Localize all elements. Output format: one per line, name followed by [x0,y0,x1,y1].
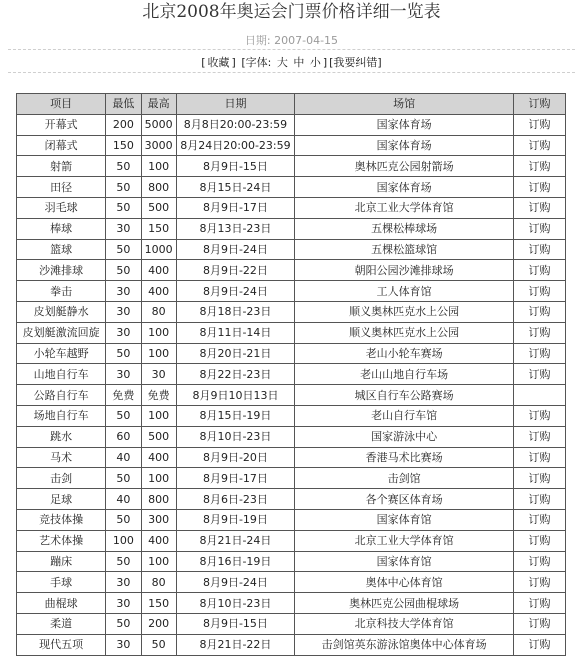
event-name: 开幕式 [17,114,106,135]
min-price: 30 [106,634,141,655]
page-title: 北京2008年奥运会门票价格详细一览表 [142,2,441,22]
event-date: 8月11日-14日 [176,322,294,343]
order-link[interactable]: 订购 [514,197,566,218]
table-row [17,551,566,572]
event-date: 8月16日-19日 [176,551,294,572]
min-price: 30 [106,281,141,302]
venue: 工人体育馆 [295,281,514,302]
table-row [17,218,566,239]
min-price: 50 [106,197,141,218]
table-row [17,114,566,135]
max-price: 80 [141,572,176,593]
order-link[interactable]: 订购 [514,281,566,302]
order-link[interactable]: 订购 [514,593,566,614]
min-price: 50 [106,551,141,572]
table-row [17,426,566,447]
column-header-venue: 场馆 [295,94,514,115]
venue: 国家游泳中心 [295,426,514,447]
report-error-link[interactable]: [我要纠错] [329,56,382,69]
venue: 国家体育馆 [295,509,514,530]
table-header-row [17,94,566,115]
event-date: 8月10日-23日 [176,593,294,614]
event-date: 8月6日-23日 [176,489,294,510]
min-price: 50 [106,156,141,177]
min-price: 30 [106,593,141,614]
order-link[interactable]: 订购 [514,301,566,322]
event-date: 8月15日-24日 [176,177,294,198]
event-date: 8月9日-19日 [176,509,294,530]
event-name: 棒球 [17,218,106,239]
order-link[interactable]: 订购 [514,447,566,468]
event-date: 8月9日-24日 [176,281,294,302]
venue: 北京工业大学体育馆 [295,197,514,218]
table-row [17,634,566,655]
font-large-link[interactable]: 大 [276,56,288,69]
font-size-label: [字体: [241,56,272,69]
max-price: 500 [141,426,176,447]
max-price: 500 [141,197,176,218]
order-link[interactable]: 订购 [514,509,566,530]
event-name: 小轮车越野 [17,343,106,364]
min-price: 150 [106,135,141,156]
max-price: 100 [141,343,176,364]
max-price: 3000 [141,135,176,156]
order-link[interactable]: 订购 [514,405,566,426]
venue: 奥林匹克公园曲棍球场 [295,593,514,614]
table-row [17,489,566,510]
order-link[interactable]: 订购 [514,322,566,343]
order-link[interactable]: 订购 [514,260,566,281]
max-price: 免费 [141,385,176,406]
max-price: 400 [141,260,176,281]
min-price: 50 [106,613,141,634]
max-price: 80 [141,301,176,322]
min-price: 50 [106,177,141,198]
min-price: 50 [106,405,141,426]
table-row [17,613,566,634]
divider [8,72,575,73]
max-price: 100 [141,405,176,426]
event-name: 现代五项 [17,634,106,655]
event-name: 柔道 [17,613,106,634]
event-name: 蹦床 [17,551,106,572]
min-price: 50 [106,468,141,489]
event-date: 8月15日-19日 [176,405,294,426]
event-name: 射箭 [17,156,106,177]
event-date: 8月9日-22日 [176,260,294,281]
event-date: 8月9日-24日 [176,572,294,593]
event-date: 8月9日-24日 [176,239,294,260]
venue: 击剑馆英东游泳馆奥体中心体育场 [295,634,514,655]
event-date: 8月21日-22日 [176,634,294,655]
event-name: 田径 [17,177,106,198]
order-link[interactable]: 订购 [514,218,566,239]
table-body [17,114,566,655]
event-name: 场地自行车 [17,405,106,426]
event-date: 8月9日-17日 [176,468,294,489]
ticket-price-table [16,93,566,656]
venue: 北京科技大学体育馆 [295,613,514,634]
venue: 朝阳公园沙滩排球场 [295,260,514,281]
article-toolbar [0,54,583,70]
table-row [17,530,566,551]
event-name: 手球 [17,572,106,593]
min-price: 40 [106,489,141,510]
venue: 老山山地自行车场 [295,364,514,385]
venue: 国家体育场 [295,135,514,156]
table-row [17,239,566,260]
event-date: 8月13日-23日 [176,218,294,239]
order-link[interactable]: 订购 [514,489,566,510]
order-link[interactable]: 订购 [514,177,566,198]
table-row [17,322,566,343]
order-link[interactable]: 订购 [514,114,566,135]
event-name: 羽毛球 [17,197,106,218]
min-price: 60 [106,426,141,447]
min-price: 50 [106,343,141,364]
min-price: 100 [106,530,141,551]
table-row [17,156,566,177]
venue: 顺义奥林匹克水上公园 [295,301,514,322]
max-price: 200 [141,613,176,634]
order-link[interactable]: 订购 [514,634,566,655]
table-row [17,509,566,530]
bracket: [ [201,56,206,69]
event-date: 8月9日10日13日 [176,385,294,406]
min-price: 免费 [106,385,141,406]
venue: 国家体育馆 [295,551,514,572]
min-price: 50 [106,509,141,530]
max-price: 100 [141,551,176,572]
order-link[interactable]: 订购 [514,239,566,260]
order-link[interactable]: 订购 [514,468,566,489]
bracket: ] [231,56,236,69]
min-price: 50 [106,260,141,281]
event-name: 公路自行车 [17,385,106,406]
event-name: 跳水 [17,426,106,447]
min-price: 30 [106,301,141,322]
venue: 奥林匹克公园射箭场 [295,156,514,177]
min-price: 200 [106,114,141,135]
event-date: 8月18日-23日 [176,301,294,322]
event-name: 闭幕式 [17,135,106,156]
max-price: 400 [141,447,176,468]
max-price: 300 [141,509,176,530]
event-name: 皮划艇激流回旋 [17,322,106,343]
order-link[interactable]: 订购 [514,364,566,385]
column-header-max-price: 最高 [141,94,176,115]
table-row [17,281,566,302]
column-header-order: 订购 [514,94,566,115]
max-price: 5000 [141,114,176,135]
min-price: 30 [106,572,141,593]
table-row [17,177,566,198]
order-link[interactable]: 订购 [514,572,566,593]
min-price: 30 [106,218,141,239]
table-row [17,301,566,322]
column-header-date: 日期 [176,94,294,115]
event-name: 篮球 [17,239,106,260]
max-price: 100 [141,468,176,489]
max-price: 150 [141,593,176,614]
order-link [514,385,566,406]
event-date: 8月20日-21日 [176,343,294,364]
table-row [17,572,566,593]
order-link[interactable]: 订购 [514,156,566,177]
favorite-link[interactable]: 收藏 [207,56,230,69]
venue: 奥体中心体育馆 [295,572,514,593]
max-price: 400 [141,281,176,302]
divider [8,49,575,50]
table-row [17,343,566,364]
table-row [17,593,566,614]
max-price: 800 [141,177,176,198]
event-name: 拳击 [17,281,106,302]
table-row [17,405,566,426]
table-row [17,385,566,406]
event-name: 击剑 [17,468,106,489]
event-name: 山地自行车 [17,364,106,385]
event-date: 8月9日-15日 [176,613,294,634]
max-price: 150 [141,218,176,239]
column-header-min-price: 最低 [106,94,141,115]
venue: 城区自行车公路赛场 [295,385,514,406]
venue: 老山小轮车赛场 [295,343,514,364]
max-price: 100 [141,322,176,343]
max-price: 800 [141,489,176,510]
event-name: 竞技体操 [17,509,106,530]
event-name: 足球 [17,489,106,510]
event-name: 马术 [17,447,106,468]
bracket: ] [322,56,328,69]
event-date: 8月9日-17日 [176,197,294,218]
max-price: 50 [141,634,176,655]
table-row [17,135,566,156]
venue: 香港马术比赛场 [295,447,514,468]
column-header-event: 项目 [17,94,106,115]
order-link[interactable]: 订购 [514,613,566,634]
venue: 北京工业大学体育馆 [295,530,514,551]
venue: 五棵松棒球场 [295,218,514,239]
event-date: 8月24日20:00-23:59 [176,135,294,156]
order-link[interactable]: 订购 [514,551,566,572]
table-row [17,364,566,385]
min-price: 40 [106,447,141,468]
max-price: 100 [141,156,176,177]
font-small-link[interactable]: 小 [309,56,321,69]
publish-date: 日期: 2007-04-15 [244,34,339,47]
event-name: 曲棍球 [17,593,106,614]
event-date: 8月22日-23日 [176,364,294,385]
event-name: 沙滩排球 [17,260,106,281]
venue: 顺义奥林匹克水上公园 [295,322,514,343]
table-row [17,197,566,218]
event-name: 艺术体操 [17,530,106,551]
event-date: 8月8日20:00-23:59 [176,114,294,135]
max-price: 30 [141,364,176,385]
venue: 老山自行车馆 [295,405,514,426]
order-link[interactable]: 订购 [514,426,566,447]
font-medium-link[interactable]: 中 [293,56,305,69]
min-price: 30 [106,364,141,385]
venue: 击剑馆 [295,468,514,489]
min-price: 30 [106,322,141,343]
table-row [17,468,566,489]
event-date: 8月10日-23日 [176,426,294,447]
table-row [17,260,566,281]
max-price: 400 [141,530,176,551]
venue: 各个赛区体育场 [295,489,514,510]
order-link[interactable]: 订购 [514,135,566,156]
venue: 国家体育场 [295,114,514,135]
order-link[interactable]: 订购 [514,530,566,551]
event-date: 8月9日-15日 [176,156,294,177]
order-link[interactable]: 订购 [514,343,566,364]
min-price: 50 [106,239,141,260]
event-name: 皮划艇静水 [17,301,106,322]
event-date: 8月21日-24日 [176,530,294,551]
max-price: 1000 [141,239,176,260]
venue: 五棵松篮球馆 [295,239,514,260]
event-date: 8月9日-20日 [176,447,294,468]
venue: 国家体育场 [295,177,514,198]
table-row [17,447,566,468]
